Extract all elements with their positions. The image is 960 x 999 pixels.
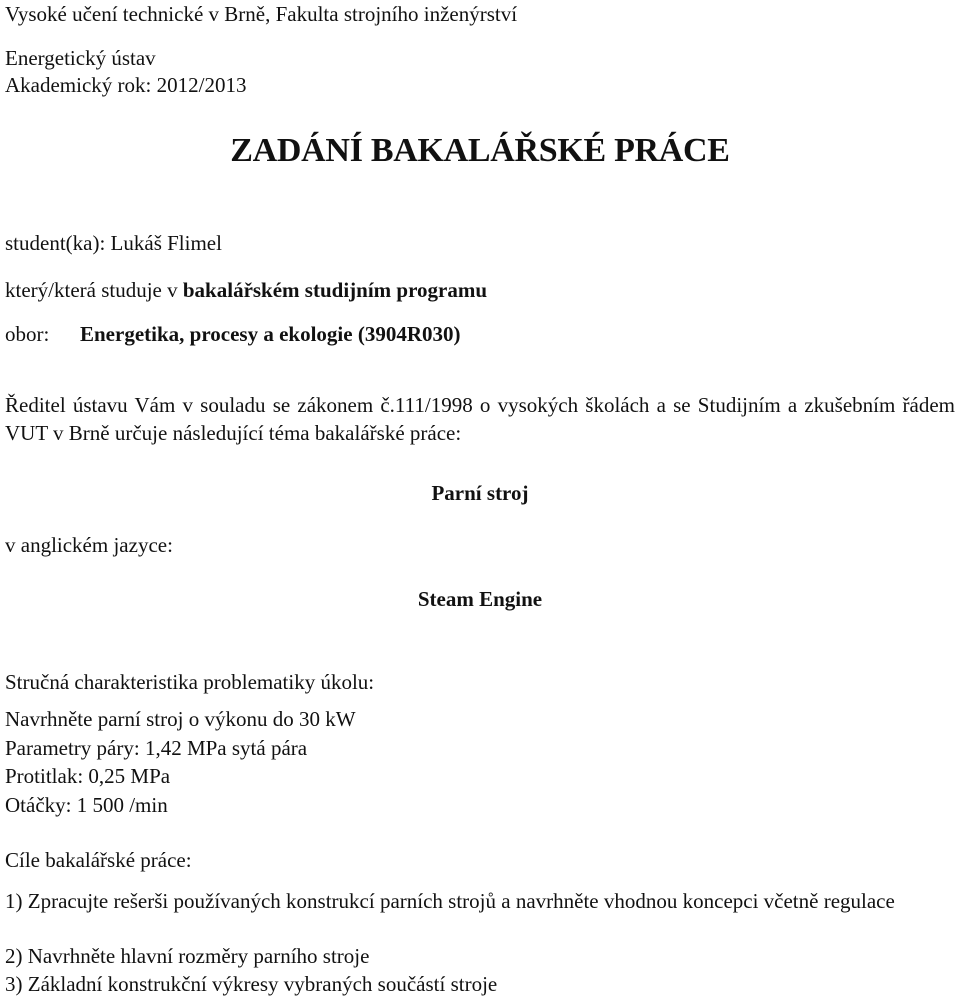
goal-item: 3) Základní konstrukční výkresy vybraných součástí stroje — [5, 972, 498, 996]
university-name: Vysoké učení technické v Brně, Fakulta strojního inženýrství — [5, 2, 518, 26]
institute-name: Energetický ústav — [5, 46, 156, 70]
program-prefix: který/která studuje v — [5, 278, 183, 302]
characteristics-line: Navrhněte parní stroj o výkonu do 30 kW — [5, 707, 356, 731]
topic-czech: Parní stroj — [431, 481, 529, 505]
document-title: ZADÁNÍ BAKALÁŘSKÉ PRÁCE — [230, 132, 730, 169]
student-line: student(ka): Lukáš Flimel — [5, 231, 222, 255]
characteristics-line: Parametry páry: 1,42 MPa sytá pára — [5, 736, 308, 760]
topic-english: Steam Engine — [417, 587, 543, 611]
academic-year: Akademický rok: 2012/2013 — [5, 73, 247, 97]
field-label: obor: — [5, 322, 50, 346]
program-line — [5, 278, 487, 302]
characteristics-line: Protitlak: 0,25 MPa — [5, 764, 171, 788]
english-label: v anglickém jazyce: — [5, 533, 173, 557]
goal-item: 2) Navrhněte hlavní rozměry parního stroje — [5, 944, 370, 968]
program-name: bakalářském studijním programu — [182, 278, 488, 302]
characteristics-heading: Stručná charakteristika problematiky úkolu: — [5, 670, 375, 694]
goal-item: 1) Zpracujte rešerši používaných konstrukcí parních strojů a navrhněte vhodnou koncepci včetně regulace — [5, 889, 895, 913]
intro-paragraph: Ředitel ústavu Vám v souladu se zákonem č.111/1998 o vysokých školách a se Studijním a zkušebním řádem VUT v Brně určuje následující téma bakalářské práce: — [5, 393, 955, 445]
goals-heading: Cíle bakalářské práce: — [5, 848, 192, 872]
field-value: Energetika, procesy a ekologie (3904R030) — [80, 322, 461, 346]
characteristics-line: Otáčky: 1 500 /min — [5, 793, 168, 817]
